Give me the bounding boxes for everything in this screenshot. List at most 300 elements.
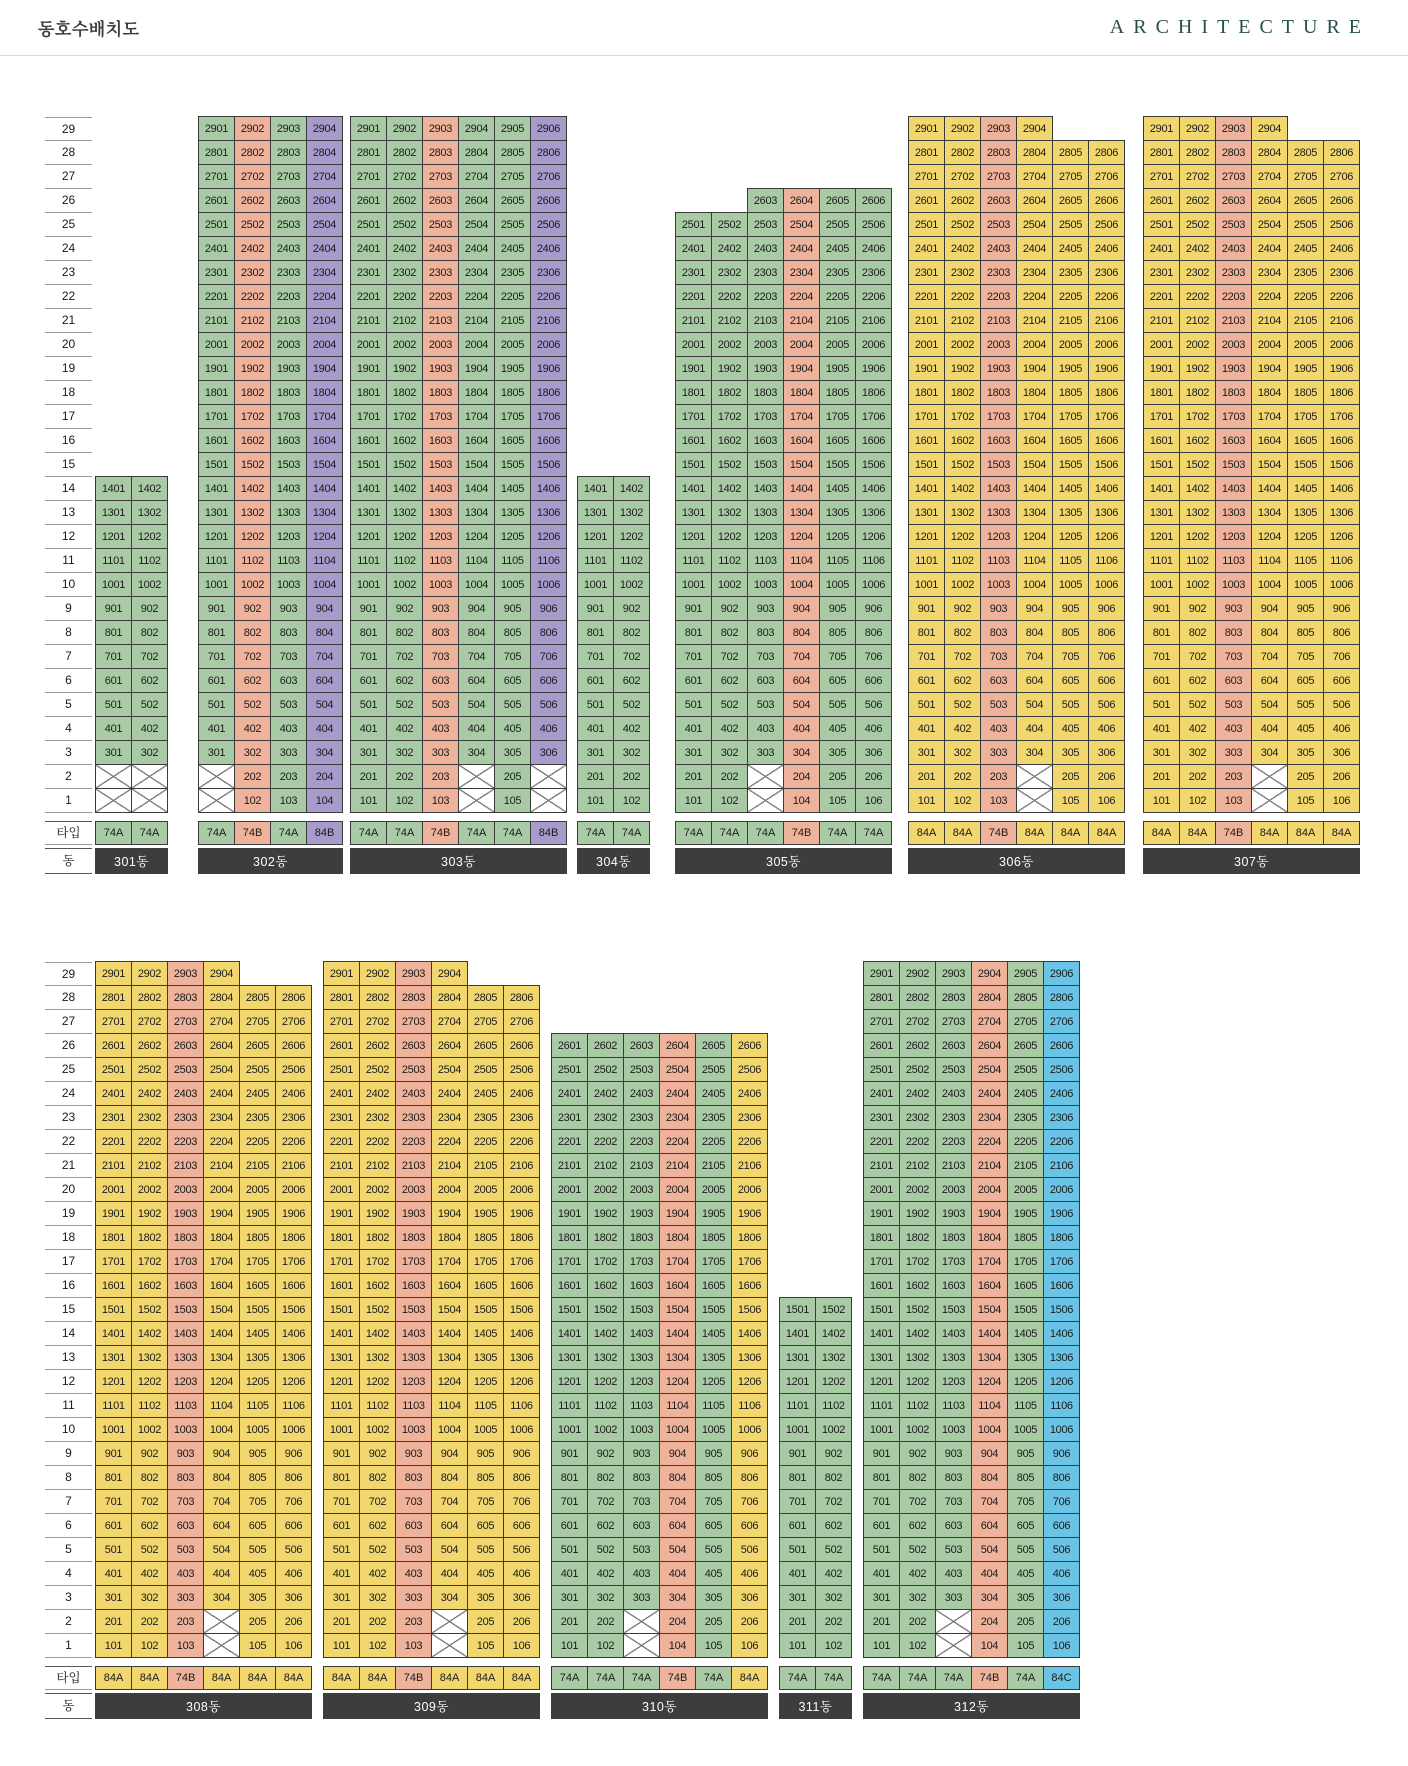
unit-cell: 1604 <box>203 1273 240 1298</box>
unit-cell: 1202 <box>386 524 423 549</box>
unit-cell: 2002 <box>131 1177 168 1202</box>
unit-cell: 1802 <box>386 380 423 405</box>
unit-cell: 303 <box>980 740 1017 765</box>
unit-cell: 2205 <box>1287 284 1324 309</box>
type-row <box>1143 821 1360 845</box>
type-cell: 84A <box>1016 821 1053 845</box>
unit-cell: 406 <box>275 1561 312 1586</box>
unit-cell: 502 <box>131 1537 168 1562</box>
floor-row <box>676 645 892 669</box>
unit-cell: 604 <box>1251 668 1288 693</box>
unit-cell: 1706 <box>503 1249 540 1274</box>
unit-cell: 701 <box>1143 644 1180 669</box>
floor-label: 11 <box>45 549 92 573</box>
unit-cell: 1305 <box>1052 500 1089 525</box>
unit-cell: 1703 <box>980 404 1017 429</box>
unit-cell: 902 <box>131 596 168 621</box>
floor-row <box>909 453 1125 477</box>
unit-cell: 802 <box>587 1465 624 1490</box>
unit-cell: 2101 <box>675 308 712 333</box>
unit-cell: 2601 <box>908 188 945 213</box>
floor-label: 3 <box>45 741 92 765</box>
unit-cell: 1206 <box>855 524 892 549</box>
unit-cell: 1402 <box>613 476 650 501</box>
unit-cell: 1301 <box>323 1345 360 1370</box>
unit-cell-crossed <box>431 1633 468 1658</box>
unit-cell: 701 <box>577 644 614 669</box>
floor-row <box>909 213 1125 237</box>
unit-cell: 1001 <box>577 572 614 597</box>
unit-cell: 2405 <box>819 236 856 261</box>
unit-cell: 2401 <box>323 1081 360 1106</box>
unit-cell: 801 <box>95 620 132 645</box>
floor-row <box>324 1442 540 1466</box>
unit-cell: 801 <box>198 620 235 645</box>
unit-cell: 2403 <box>935 1081 972 1106</box>
unit-cell: 1701 <box>198 404 235 429</box>
unit-cell: 902 <box>711 596 748 621</box>
unit-cell: 2206 <box>1043 1129 1080 1154</box>
unit-cell: 805 <box>819 620 856 645</box>
unit-cell: 1604 <box>971 1273 1008 1298</box>
unit-cell: 1502 <box>234 452 271 477</box>
unit-cell: 806 <box>1088 620 1125 645</box>
unit-cell: 506 <box>731 1537 768 1562</box>
floor-row <box>864 1034 1080 1058</box>
unit-cell: 506 <box>1088 692 1125 717</box>
unit-cell: 2205 <box>695 1129 732 1154</box>
unit-cell: 102 <box>234 788 271 813</box>
unit-cell: 2606 <box>731 1033 768 1058</box>
floor-row <box>578 501 650 525</box>
unit-cell: 2806 <box>503 985 540 1010</box>
unit-cell: 805 <box>239 1465 276 1490</box>
type-cell: 84A <box>239 1666 276 1690</box>
unit-cell: 2905 <box>1007 961 1044 986</box>
unit-cell: 1502 <box>359 1297 396 1322</box>
unit-grid <box>779 1297 852 1658</box>
unit-cell: 1102 <box>234 548 271 573</box>
building <box>863 961 1080 1719</box>
unit-cell: 1605 <box>695 1273 732 1298</box>
unit-cell: 2201 <box>323 1129 360 1154</box>
unit-cell: 1404 <box>203 1321 240 1346</box>
unit-cell: 805 <box>1052 620 1089 645</box>
unit-cell: 2604 <box>1016 188 1053 213</box>
unit-cell: 1406 <box>855 476 892 501</box>
unit-cell: 1205 <box>494 524 531 549</box>
unit-cell: 1701 <box>675 404 712 429</box>
unit-cell: 1305 <box>494 500 531 525</box>
unit-cell: 1301 <box>863 1345 900 1370</box>
unit-cell: 901 <box>551 1441 588 1466</box>
unit-cell: 1404 <box>971 1321 1008 1346</box>
unit-cell: 1902 <box>899 1201 936 1226</box>
unit-cell: 305 <box>239 1585 276 1610</box>
unit-cell: 2204 <box>659 1129 696 1154</box>
unit-cell: 104 <box>783 788 820 813</box>
unit-cell: 2502 <box>587 1057 624 1082</box>
floor-row <box>780 1346 852 1370</box>
unit-cell: 1104 <box>971 1393 1008 1418</box>
unit-cell: 502 <box>944 692 981 717</box>
unit-cell: 605 <box>1007 1513 1044 1538</box>
unit-cell: 1503 <box>167 1297 204 1322</box>
unit-cell: 1603 <box>623 1273 660 1298</box>
unit-cell: 2403 <box>747 236 784 261</box>
unit-cell: 1706 <box>855 404 892 429</box>
unit-cell: 2306 <box>855 260 892 285</box>
unit-cell: 1305 <box>467 1345 504 1370</box>
unit-cell: 102 <box>899 1633 936 1658</box>
unit-cell: 1103 <box>270 548 307 573</box>
unit-cell: 405 <box>494 716 531 741</box>
floor-row <box>199 189 343 213</box>
unit-cell: 2003 <box>980 332 1017 357</box>
unit-cell: 1306 <box>1043 1345 1080 1370</box>
type-cell: 74B <box>659 1666 696 1690</box>
unit-cell: 1501 <box>551 1297 588 1322</box>
unit-cell: 1404 <box>458 476 495 501</box>
type-cell: 74A <box>270 821 307 845</box>
unit-cell: 601 <box>779 1513 816 1538</box>
unit-cell: 302 <box>1179 740 1216 765</box>
unit-cell: 1202 <box>131 524 168 549</box>
unit-cell: 2902 <box>944 116 981 141</box>
unit-cell: 706 <box>731 1489 768 1514</box>
unit-cell: 2605 <box>494 188 531 213</box>
unit-cell: 1504 <box>971 1297 1008 1322</box>
unit-cell: 602 <box>131 1513 168 1538</box>
unit-cell: 703 <box>422 644 459 669</box>
unit-cell: 502 <box>359 1537 396 1562</box>
unit-cell: 401 <box>551 1561 588 1586</box>
floor-row <box>864 1082 1080 1106</box>
unit-cell: 1801 <box>675 380 712 405</box>
unit-cell: 1101 <box>675 548 712 573</box>
floor-row <box>676 669 892 693</box>
unit-cell: 2205 <box>1007 1129 1044 1154</box>
unit-cell: 1806 <box>275 1225 312 1250</box>
unit-cell: 2203 <box>1215 284 1252 309</box>
unit-cell: 302 <box>815 1585 852 1610</box>
floor-row <box>96 1250 312 1274</box>
unit-cell: 1701 <box>863 1249 900 1274</box>
unit-cell: 2904 <box>1016 116 1053 141</box>
unit-cell: 1505 <box>819 452 856 477</box>
floor-row <box>351 597 567 621</box>
unit-cell: 1204 <box>203 1369 240 1394</box>
unit-cell: 2303 <box>395 1105 432 1130</box>
unit-cell: 1102 <box>587 1393 624 1418</box>
floor-label: 22 <box>45 285 92 309</box>
unit-cell: 503 <box>270 692 307 717</box>
floor-label: 23 <box>45 1106 92 1130</box>
unit-cell: 403 <box>422 716 459 741</box>
unit-cell: 2805 <box>239 985 276 1010</box>
floor-row <box>351 549 567 573</box>
floor-row <box>780 1490 852 1514</box>
unit-cell: 1204 <box>431 1369 468 1394</box>
unit-cell: 702 <box>613 644 650 669</box>
unit-cell: 2603 <box>980 188 1017 213</box>
unit-cell: 1003 <box>167 1417 204 1442</box>
type-cell: 74B <box>395 1666 432 1690</box>
floor-row <box>676 261 892 285</box>
unit-cell: 1603 <box>980 428 1017 453</box>
unit-cell: 1202 <box>234 524 271 549</box>
unit-cell: 901 <box>198 596 235 621</box>
unit-cell: 1402 <box>131 476 168 501</box>
unit-cell: 1703 <box>422 404 459 429</box>
unit-cell: 704 <box>971 1489 1008 1514</box>
floor-row <box>909 789 1125 813</box>
floor-row <box>780 1586 852 1610</box>
unit-cell: 1701 <box>1143 404 1180 429</box>
unit-cell: 2602 <box>587 1033 624 1058</box>
floor-row <box>1144 237 1360 261</box>
floor-row <box>578 741 650 765</box>
unit-cell: 1604 <box>306 428 343 453</box>
unit-cell: 501 <box>577 692 614 717</box>
unit-cell: 1404 <box>431 1321 468 1346</box>
floor-row <box>552 1226 768 1250</box>
unit-cell: 2602 <box>899 1033 936 1058</box>
floor-row <box>864 1370 1080 1394</box>
unit-cell: 2703 <box>1215 164 1252 189</box>
unit-cell-crossed <box>1251 764 1288 789</box>
floor-row <box>351 261 567 285</box>
floor-row <box>96 765 168 789</box>
unit-cell: 1206 <box>731 1369 768 1394</box>
unit-cell: 1006 <box>1323 572 1360 597</box>
unit-cell: 606 <box>1043 1513 1080 1538</box>
unit-cell: 601 <box>863 1513 900 1538</box>
unit-cell: 1101 <box>350 548 387 573</box>
unit-cell: 702 <box>711 644 748 669</box>
floor-row <box>864 1514 1080 1538</box>
unit-cell: 1406 <box>530 476 567 501</box>
unit-cell: 504 <box>431 1537 468 1562</box>
unit-cell: 1703 <box>747 404 784 429</box>
unit-cell: 1902 <box>944 356 981 381</box>
unit-cell: 2801 <box>350 140 387 165</box>
unit-cell: 2501 <box>1143 212 1180 237</box>
unit-cell: 2506 <box>1323 212 1360 237</box>
unit-cell: 1304 <box>431 1345 468 1370</box>
floor-row <box>676 765 892 789</box>
unit-cell: 1402 <box>131 1321 168 1346</box>
unit-cell: 2606 <box>1043 1033 1080 1058</box>
unit-cell: 1803 <box>623 1225 660 1250</box>
unit-cell: 1206 <box>1043 1369 1080 1394</box>
unit-cell: 2205 <box>819 284 856 309</box>
floor-row <box>351 429 567 453</box>
unit-cell: 2604 <box>971 1033 1008 1058</box>
unit-cell: 1303 <box>422 500 459 525</box>
unit-cell: 402 <box>944 716 981 741</box>
unit-cell: 1002 <box>131 572 168 597</box>
unit-cell: 906 <box>503 1441 540 1466</box>
unit-cell: 106 <box>855 788 892 813</box>
floor-row <box>909 285 1125 309</box>
floor-row <box>1144 789 1360 813</box>
unit-cell: 403 <box>395 1561 432 1586</box>
unit-cell: 1302 <box>131 1345 168 1370</box>
unit-cell: 1805 <box>1287 380 1324 405</box>
unit-cell: 1406 <box>1043 1321 1080 1346</box>
floor-row <box>780 1562 852 1586</box>
unit-cell: 2803 <box>395 985 432 1010</box>
unit-cell: 1304 <box>1016 500 1053 525</box>
unit-cell: 1403 <box>422 476 459 501</box>
unit-cell: 1105 <box>695 1393 732 1418</box>
unit-cell: 802 <box>815 1465 852 1490</box>
floor-label: 6 <box>45 1514 92 1538</box>
unit-cell: 203 <box>1215 764 1252 789</box>
floor-row <box>96 669 168 693</box>
floor-row <box>864 1394 1080 1418</box>
floor-row <box>351 477 567 501</box>
floor-label: 5 <box>45 693 92 717</box>
unit-cell: 2301 <box>95 1105 132 1130</box>
unit-cell: 1204 <box>659 1369 696 1394</box>
unit-cell: 1006 <box>855 572 892 597</box>
unit-cell: 1001 <box>323 1417 360 1442</box>
unit-cell: 1903 <box>422 356 459 381</box>
unit-cell: 2103 <box>1215 308 1252 333</box>
unit-cell: 2102 <box>359 1153 396 1178</box>
unit-cell: 1302 <box>386 500 423 525</box>
unit-cell: 1601 <box>350 428 387 453</box>
unit-cell: 2104 <box>431 1153 468 1178</box>
unit-cell: 2006 <box>855 332 892 357</box>
unit-cell: 1403 <box>395 1321 432 1346</box>
unit-cell: 1602 <box>131 1273 168 1298</box>
floor-row <box>552 1586 768 1610</box>
floor-row <box>351 117 567 141</box>
unit-grid <box>350 116 567 813</box>
unit-cell: 1406 <box>275 1321 312 1346</box>
unit-cell: 1906 <box>530 356 567 381</box>
type-cell: 84A <box>731 1666 768 1690</box>
unit-cell: 701 <box>675 644 712 669</box>
unit-cell: 1102 <box>386 548 423 573</box>
unit-cell: 2202 <box>234 284 271 309</box>
unit-cell: 804 <box>783 620 820 645</box>
unit-cell: 1101 <box>551 1393 588 1418</box>
unit-cell: 2804 <box>1251 140 1288 165</box>
unit-cell: 806 <box>1323 620 1360 645</box>
unit-cell: 1203 <box>395 1369 432 1394</box>
unit-cell: 106 <box>731 1633 768 1658</box>
unit-cell: 301 <box>95 1585 132 1610</box>
floor-row <box>552 1442 768 1466</box>
unit-cell: 1006 <box>731 1417 768 1442</box>
unit-cell: 2001 <box>350 332 387 357</box>
unit-cell: 605 <box>819 668 856 693</box>
unit-cell: 902 <box>587 1441 624 1466</box>
unit-cell: 302 <box>899 1585 936 1610</box>
unit-cell: 505 <box>494 692 531 717</box>
unit-cell: 2002 <box>1179 332 1216 357</box>
floor-row <box>909 669 1125 693</box>
floor-label: 18 <box>45 381 92 405</box>
type-cell: 84A <box>1287 821 1324 845</box>
unit-cell: 602 <box>234 668 271 693</box>
floor-row <box>676 213 892 237</box>
floor-axis-scale <box>45 962 92 1658</box>
unit-cell: 1901 <box>908 356 945 381</box>
floor-label: 8 <box>45 621 92 645</box>
unit-cell: 601 <box>908 668 945 693</box>
unit-cell: 2806 <box>275 985 312 1010</box>
unit-cell: 504 <box>458 692 495 717</box>
unit-cell: 2103 <box>747 308 784 333</box>
unit-cell: 1102 <box>711 548 748 573</box>
floor-row <box>676 381 892 405</box>
unit-cell: 1604 <box>783 428 820 453</box>
unit-cell: 2304 <box>1251 260 1288 285</box>
unit-cell-crossed <box>198 764 235 789</box>
unit-cell: 2003 <box>270 332 307 357</box>
unit-cell: 704 <box>783 644 820 669</box>
unit-cell: 101 <box>908 788 945 813</box>
unit-cell: 704 <box>1251 644 1288 669</box>
unit-cell: 1803 <box>422 380 459 405</box>
unit-cell: 1403 <box>935 1321 972 1346</box>
unit-cell: 1904 <box>1251 356 1288 381</box>
unit-cell: 406 <box>855 716 892 741</box>
unit-cell: 403 <box>747 716 784 741</box>
unit-cell: 2103 <box>167 1153 204 1178</box>
unit-cell: 304 <box>971 1585 1008 1610</box>
unit-cell: 2105 <box>239 1153 276 1178</box>
unit-cell: 505 <box>695 1537 732 1562</box>
floor-row <box>780 1442 852 1466</box>
floor-row <box>324 1418 540 1442</box>
unit-cell: 2806 <box>1323 140 1360 165</box>
unit-cell: 2202 <box>359 1129 396 1154</box>
unit-cell: 1801 <box>95 1225 132 1250</box>
unit-cell: 502 <box>131 692 168 717</box>
floor-row <box>324 1538 540 1562</box>
unit-cell: 201 <box>1143 764 1180 789</box>
unit-cell: 2504 <box>971 1057 1008 1082</box>
unit-cell: 2401 <box>551 1081 588 1106</box>
unit-cell: 402 <box>131 1561 168 1586</box>
unit-cell: 1206 <box>530 524 567 549</box>
floor-label: 11 <box>45 1394 92 1418</box>
floor-row <box>864 1130 1080 1154</box>
unit-cell: 2404 <box>431 1081 468 1106</box>
unit-cell: 704 <box>458 644 495 669</box>
unit-cell-crossed <box>203 1609 240 1634</box>
unit-cell: 206 <box>855 764 892 789</box>
unit-cell: 2704 <box>203 1009 240 1034</box>
unit-cell: 1302 <box>815 1345 852 1370</box>
unit-cell: 906 <box>855 596 892 621</box>
unit-cell: 2702 <box>234 164 271 189</box>
type-cell: 84A <box>431 1666 468 1690</box>
unit-cell: 206 <box>1088 764 1125 789</box>
unit-cell: 1201 <box>863 1369 900 1394</box>
unit-cell: 2904 <box>971 961 1008 986</box>
unit-cell: 402 <box>899 1561 936 1586</box>
unit-cell: 2904 <box>306 116 343 141</box>
unit-cell: 704 <box>1016 644 1053 669</box>
floor-row <box>199 501 343 525</box>
